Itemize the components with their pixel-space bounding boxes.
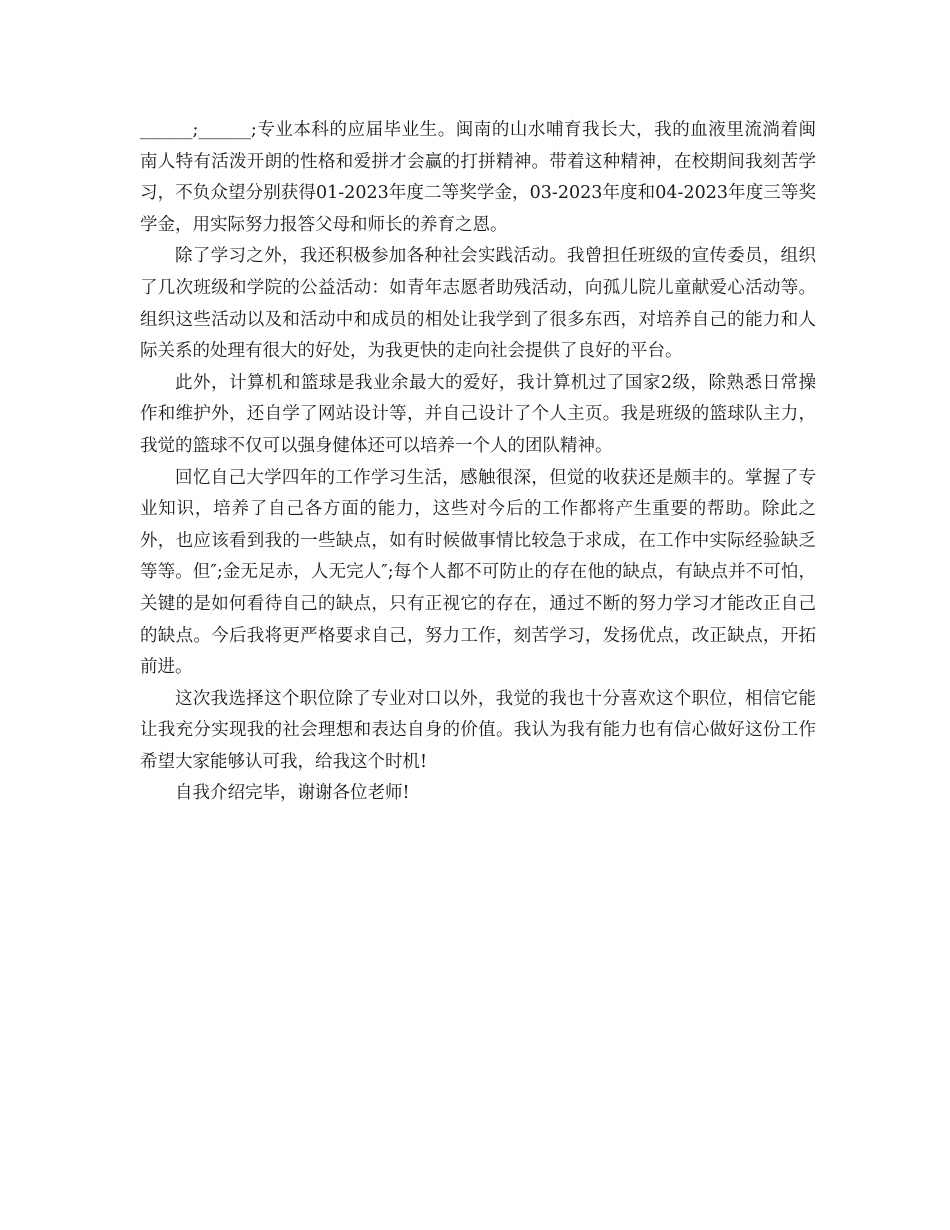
paragraph-intro: ______;______;专业本科的应届毕业生。闽南的山水哺育我长大，我的血液里流淌着闽南人特有活泼开朗的性格和爱拼才会赢的打拼精神。带着这种精神，在校期间我刻苦学习，不负众望分别获得01-2023年度二等奖学金，03-2023年度和04-2023年度三等奖学金，用实际努力报答父母和师长的养育之恩。: [140, 120, 816, 235]
paragraph-position: 这次我选择这个职位除了专业对口以外，我觉的我也十分喜欢这个职位，相信它能让我充分实现我的社会理想和表达自身的价值。我认为我有能力也有信心做好这份工作希望大家能够认可我，给我这个时机!: [140, 688, 816, 772]
paragraph-reflection: 回忆自己大学四年的工作学习生活，感触很深，但觉的收获还是颇丰的。掌握了专业知识，培养了自己各方面的能力，这些对今后的工作都将产生重要的帮助。除此之外，也应该看到我的一些缺点，如有时候做事情比较急于求成，在工作中实际经验缺乏等等。但″;金无足赤，人无完人″;每个人都不可防止的存在他的缺点，有缺点并不可怕，关键的是如何看待自己的缺点，只有正视它的存在，通过不断的努力学习才能改正自己的缺点。今后我将更严格要求自己，努力工作，刻苦学习，发扬优点，改正缺点，开拓前进。: [140, 467, 816, 678]
document-page: [140, 115, 816, 810]
paragraph-social-practice: 除了学习之外，我还积极参加各种社会实践活动。我曾担任班级的宣传委员，组织了几次班级和学院的公益活动：如青年志愿者助残活动，向孤儿院儿童献爱心活动等。组织这些活动以及和活动中和成员的相处让我学到了很多东西，对培养自己的能力和人际关系的处理有很大的好处，为我更快的走向社会提供了良好的平台。: [140, 246, 816, 362]
paragraph-closing: 自我介绍完毕，谢谢各位老师!: [175, 783, 410, 804]
paragraph-hobbies: 此外，计算机和篮球是我业余最大的爱好，我计算机过了国家2级，除熟悉日常操作和维护外，还自学了网站设计等，并自己设计了个人主页。我是班级的篮球队主力，我觉的篮球不仅可以强身健体还可以培养一个人的团队精神。: [140, 372, 816, 456]
